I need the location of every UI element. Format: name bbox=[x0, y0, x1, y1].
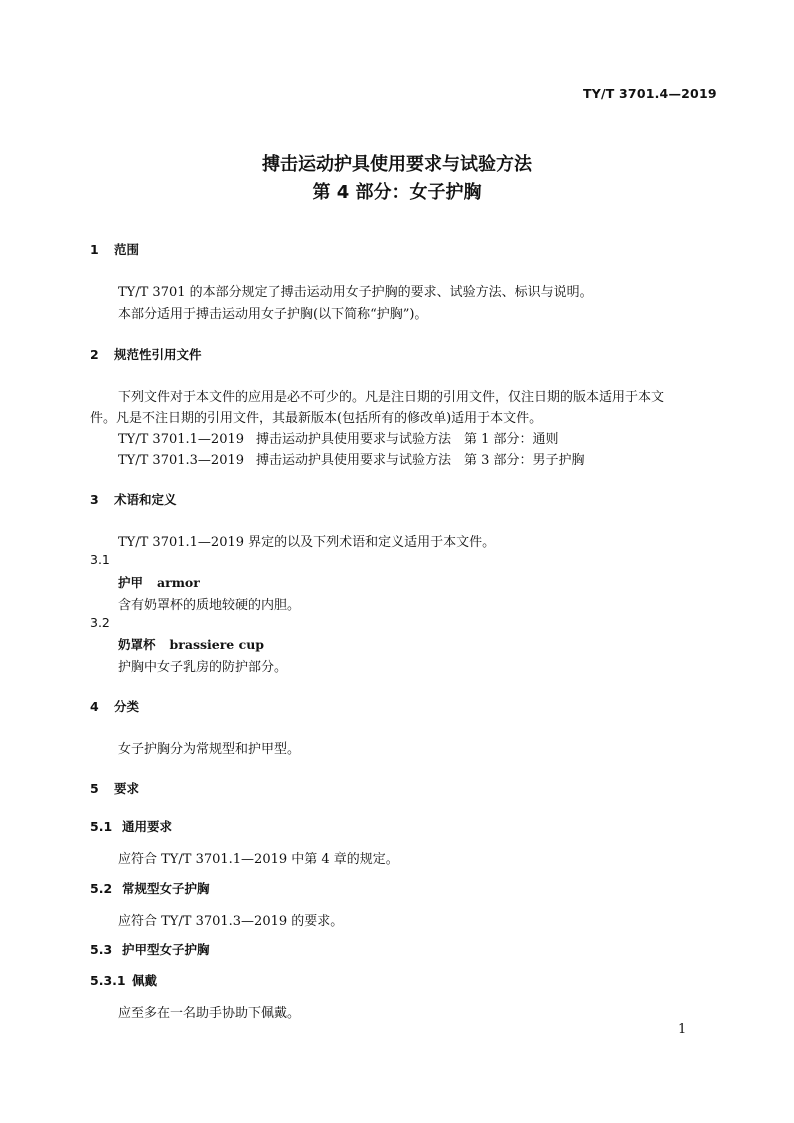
section-title: 范围 bbox=[114, 242, 140, 257]
section-title: 要求 bbox=[114, 781, 140, 796]
subsection-5-1-heading bbox=[90, 817, 172, 835]
section-3-heading bbox=[90, 490, 177, 508]
term-english: armor bbox=[157, 575, 200, 590]
paragraph: 应符合 TY/T 3701.3—2019 的要求。 bbox=[118, 914, 344, 929]
section-title: 术语和定义 bbox=[114, 492, 177, 507]
section-number: 1 bbox=[90, 242, 99, 257]
term-chinese: 奶罩杯 bbox=[118, 637, 156, 652]
section-title: 规范性引用文件 bbox=[114, 347, 202, 362]
paragraph: 应符合 TY/T 3701.1—2019 中第 4 章的规定。 bbox=[118, 852, 399, 867]
section-number: 3 bbox=[90, 492, 99, 507]
section-title: 分类 bbox=[114, 699, 140, 714]
subsection-number: 5.1 bbox=[90, 819, 113, 834]
subsection-5-2-heading bbox=[90, 879, 210, 897]
section-number: 2 bbox=[90, 347, 99, 362]
term-entry bbox=[118, 635, 264, 653]
term-chinese: 护甲 bbox=[118, 575, 144, 590]
subsection-title: 护甲型女子护胸 bbox=[122, 942, 210, 957]
subsection-number: 5.3 bbox=[90, 942, 113, 957]
term-definition: 护胸中女子乳房的防护部分。 bbox=[118, 660, 288, 675]
subsection-title: 通用要求 bbox=[122, 819, 173, 834]
paragraph: 下列文件对于本文件的应用是必不可少的。凡是注日期的引用文件，仅注日期的版本适用于本文 bbox=[118, 390, 665, 405]
term-number: 3.1 bbox=[90, 552, 110, 567]
page-number: 1 bbox=[678, 1022, 687, 1037]
subsection-5-3-heading bbox=[90, 940, 210, 958]
paragraph-continued: 件。凡是不注日期的引用文件，其最新版本(包括所有的修改单)适用于本文件。 bbox=[90, 411, 543, 426]
reference-code: TY/T 3701.1—2019 bbox=[118, 432, 245, 447]
section-4-heading bbox=[90, 697, 139, 715]
document-title-line1: 搏击运动护具使用要求与试验方法 bbox=[262, 154, 532, 175]
standard-code: TY/T 3701.4—2019 bbox=[583, 86, 717, 101]
term-definition: 含有奶罩杯的质地较硬的内胆。 bbox=[118, 598, 301, 613]
subsection-title: 常规型女子护胸 bbox=[122, 881, 210, 896]
reference-title: 搏击运动护具使用要求与试验方法 第 1 部分：通则 bbox=[256, 432, 559, 447]
normative-reference-1 bbox=[118, 428, 559, 447]
section-number: 5 bbox=[90, 781, 99, 796]
term-entry bbox=[118, 573, 200, 591]
term-english: brassiere cup bbox=[169, 637, 265, 652]
paragraph: TY/T 3701.1—2019 界定的以及下列术语和定义适用于本文件。 bbox=[118, 535, 496, 550]
paragraph: 女子护胸分为常规型和护甲型。 bbox=[118, 742, 301, 757]
paragraph: TY/T 3701 的本部分规定了搏击运动用女子护胸的要求、试验方法、标识与说明。 bbox=[118, 285, 593, 300]
reference-code: TY/T 3701.3—2019 bbox=[118, 453, 245, 468]
section-number: 4 bbox=[90, 699, 99, 714]
term-number: 3.2 bbox=[90, 615, 110, 630]
section-1-heading bbox=[90, 240, 139, 258]
normative-reference-2 bbox=[118, 449, 585, 468]
section-5-heading bbox=[90, 779, 139, 797]
subsection-number: 5.3.1 bbox=[90, 973, 126, 988]
paragraph: 本部分适用于搏击运动用女子护胸(以下简称“护胸”)。 bbox=[118, 307, 428, 322]
subsection-number: 5.2 bbox=[90, 881, 113, 896]
section-2-heading bbox=[90, 345, 202, 363]
paragraph: 应至多在一名助手协助下佩戴。 bbox=[118, 1006, 301, 1021]
document-title-line2: 第 4 部分：女子护胸 bbox=[312, 182, 482, 203]
subsection-title: 佩戴 bbox=[132, 973, 158, 988]
subsection-5-3-1-heading bbox=[90, 971, 157, 989]
reference-title: 搏击运动护具使用要求与试验方法 第 3 部分：男子护胸 bbox=[256, 453, 585, 468]
